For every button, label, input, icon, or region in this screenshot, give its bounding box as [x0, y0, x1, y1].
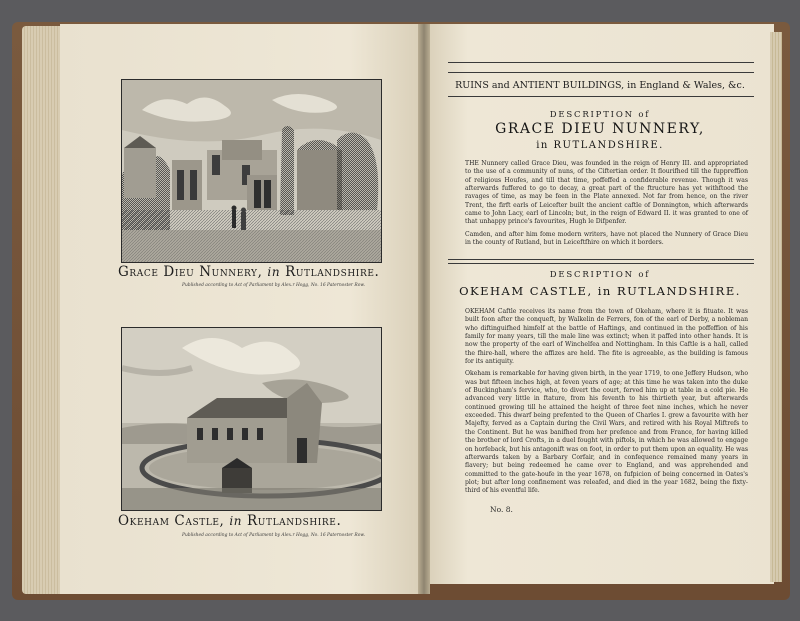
right-page-edges — [770, 32, 782, 582]
section2-body — [465, 308, 748, 496]
section2-title: OKEHAM CASTLE, in RUTLANDSHIRE. — [459, 284, 741, 298]
grace-dieu-caption: Grace Dieu Nunnery, in Rutlandshire. — [118, 264, 380, 280]
section-rule-2 — [448, 263, 754, 264]
okeham-castle-engraving — [121, 327, 382, 511]
right-page — [426, 24, 774, 584]
okeham-castle-caption: Okeham Castle, in Rutlandshire. — [118, 513, 342, 529]
section1-description-of: DESCRIPTION of — [549, 110, 651, 120]
section1-paragraph-1: THE Nunnery called Grace Dieu, was founded in the reign of Henry III. and appropriated to the use of a community of nuns, of the Ciftertian order. It flourifhed till the fuppreffion of religious Houfes, and till that time, poffeffed a confiderable revenue. Though it was afterwards fuffered to go to decay, a great part of the ftructure has yet withftood the ravages of time, as may be feen in the Plate annexed. Not far from hence, on the river Trent, the firft earls of Leicefter built the ancient caftle of Donnington, which afterwards came to John Lacy, earl of Lincoln; but, in the reign of Edward II. it was granted to one of that unhappy prince's favourites, Hugh le Difpenfer. — [465, 160, 748, 226]
section1-subtitle: in RUTLANDSHIRE. — [536, 140, 664, 151]
section2-description-of: DESCRIPTION of — [549, 270, 651, 280]
section2-paragraph-1: OKEHAM Caftle receives its name from the town of Okeham, where it is fituate. It was built foon after the conqueft, by Walkelin de Ferrers, fon of the earl of Derby, a nobleman who diftinguifhed himfelf at the battle of Haftings, and continued in the poffeffion of his family for many years, till the male line was extinct; when it paffed into other hands. It is now the property of the earl of Winchelfea and Nottingham. In this Caftle is a hall, called the fhire-hall, where the affizes are held. The fite is agreeable, as the building is famous for its antiquity. — [465, 308, 748, 366]
top-rule-1 — [448, 62, 754, 63]
top-rule-2 — [448, 72, 754, 73]
okeham-castle-imprint: Published according to Act of Parliament by Alex.r Hogg, No. 16 Paternoster Row. — [182, 533, 366, 538]
section1-body — [465, 160, 748, 247]
grace-dieu-imprint: Published according to Act of Parliament by Alex.r Hogg, No. 16 Paternoster Row. — [182, 283, 366, 288]
section2-paragraph-2: Okeham is remarkable for having given birth, in the year 1719, to one Jeffery Hudson, who was but fifteen inches high, at feven years of age; at this time he was taken into the duke of Buckingham's fervice, who, to divert the court, ferved him up at table in a cold pie. He advanced very little in ftature, from his feventh to his thirtieth year, but afterwards continued growing till he attained the height of three feet nine inches, which he never exceeded. This dwarf being prefented to the Queen of Charles I. grew a favourite with her Majefty, ferved as a Captain during the Civil Wars, and retired with his Royal Miftrefs to the Continent. But he was banifhed from her prefence and from France, for having killed the brother of lord Crofts, in a duel fought with piftols, in which he was allowed to engage on horfeback, but his antagonift was on foot, in order to put them upon an equality. He was afterwards taken by a Barbary Corfair, and in confequence remained many years in flavery; but being redeemed he came over to England, and was apprehended and committed to the gate-houfe in the year 1678, on fufpicion of being concerned in Oates's plot; but after long confinement was releafed, and died in the year 1682, being the fixty-third of his eventful life. — [465, 370, 748, 495]
book-gutter — [418, 24, 430, 594]
section-rule-1 — [448, 259, 754, 260]
section1-paragraph-2: Camden, and after him fome modern writers, have not placed the Nunnery of Grace Dieu in the county of Rutland, but in Leiceftfhire on which it borders. — [465, 230, 748, 247]
section1-title: GRACE DIEU NUNNERY, — [495, 121, 705, 137]
head-rule — [448, 96, 754, 97]
page-number: No. 8. — [490, 505, 513, 514]
running-head: RUINS and ANTIENT BUILDINGS, in England & Wales, &c. — [455, 80, 745, 91]
grace-dieu-engraving — [121, 79, 382, 263]
